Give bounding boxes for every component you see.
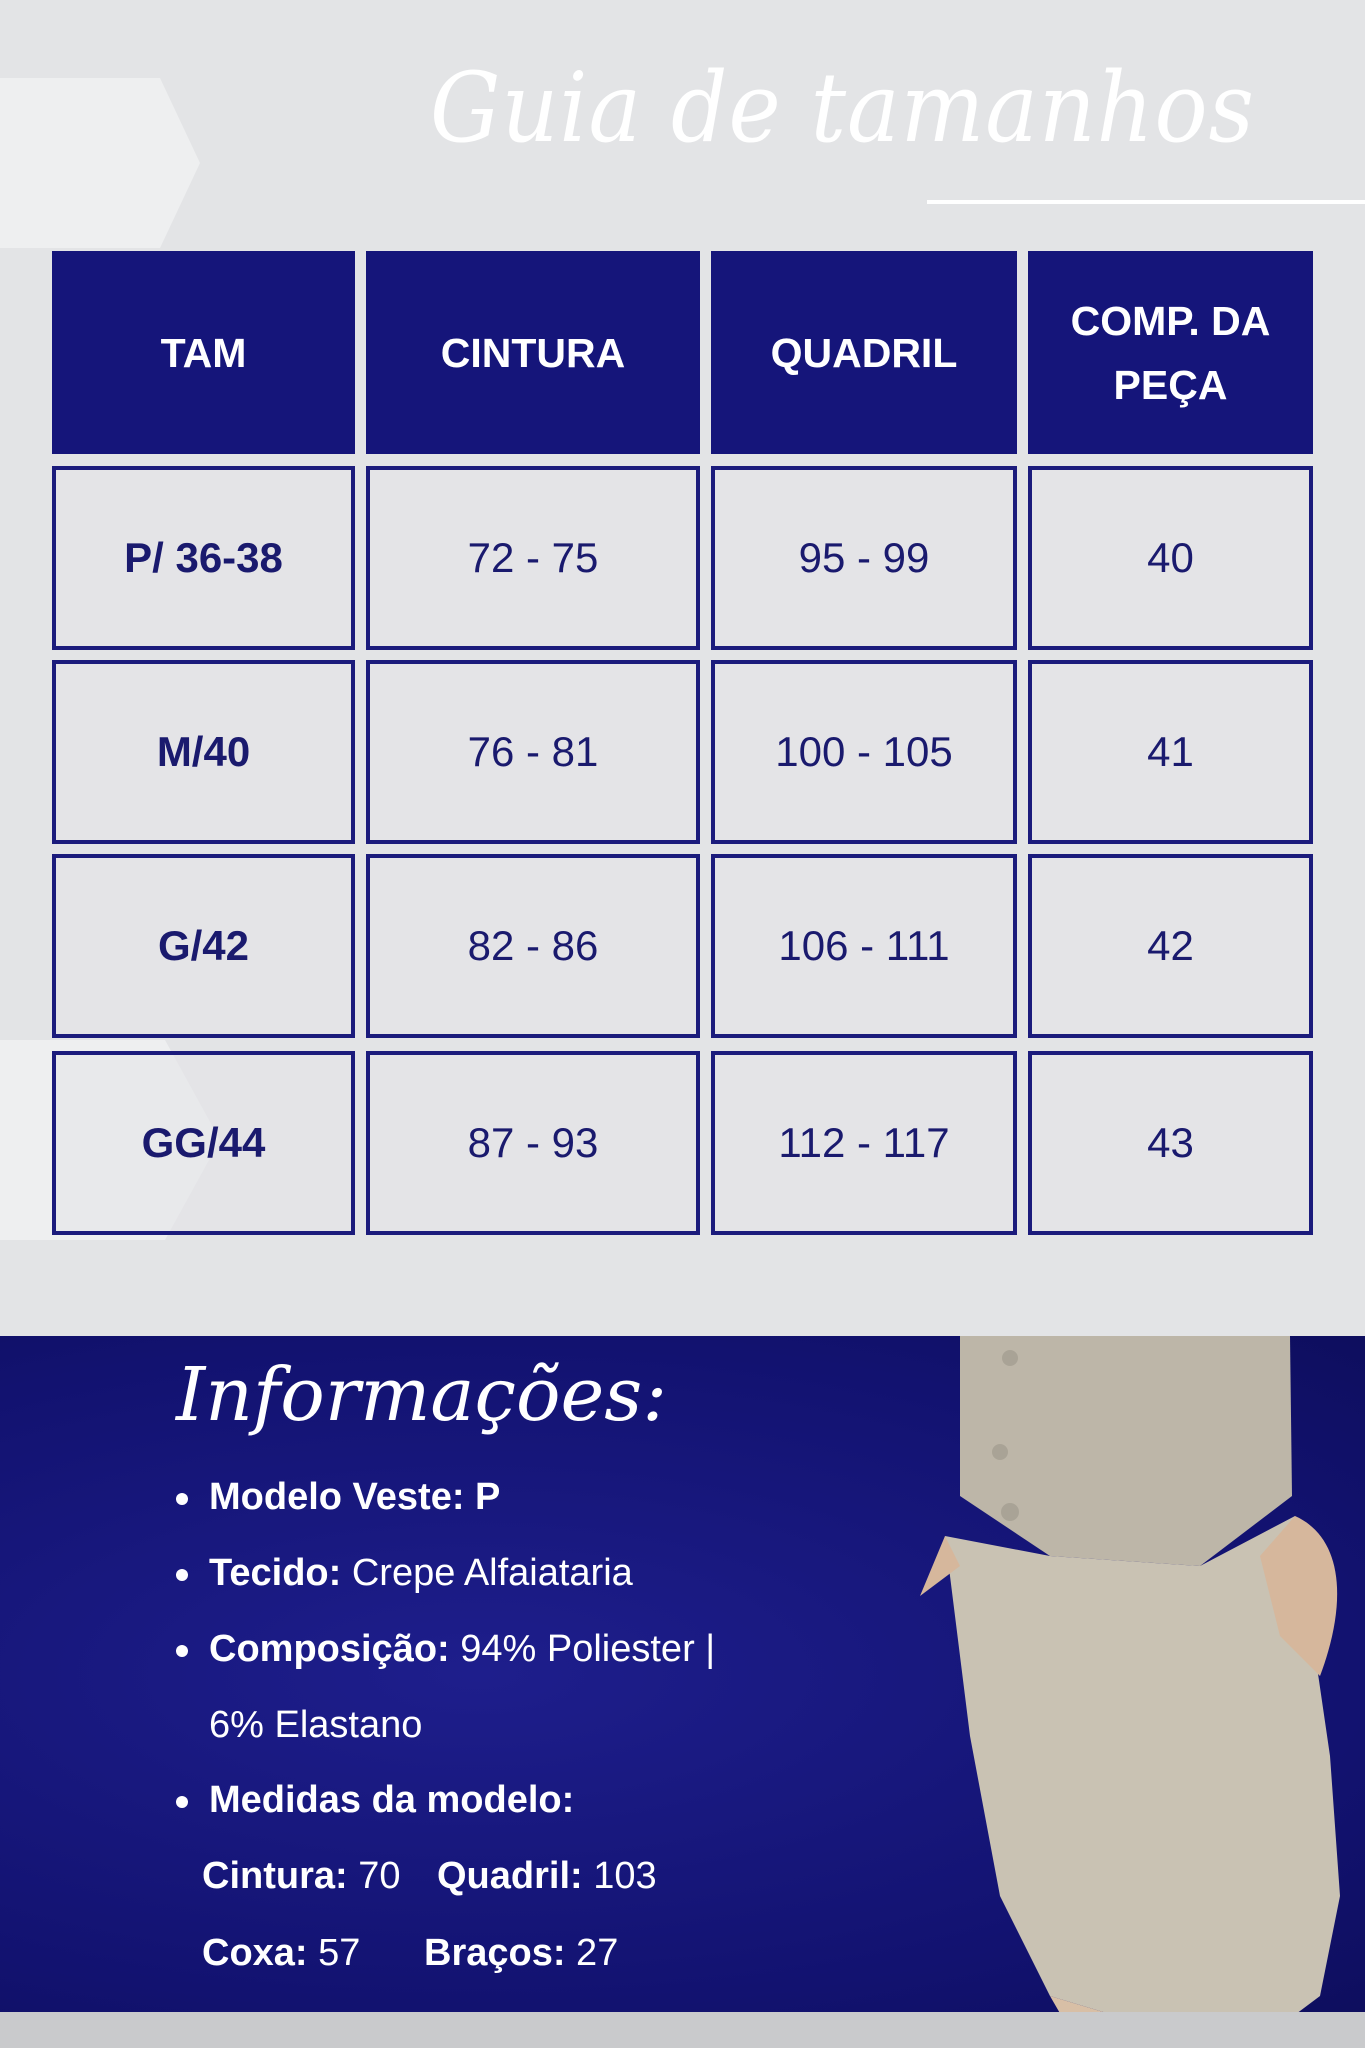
measure-cell: 42 [1028,854,1313,1038]
value: Crepe Alfaiataria [341,1552,633,1594]
bullet-icon [176,1493,188,1505]
value: 103 [582,1855,657,1897]
value: 94% Poliester | [449,1628,716,1670]
measure-bracos [424,1932,618,1975]
info-tecido [209,1552,633,1595]
label: Braços: [424,1932,566,1974]
size-cell: M/40 [52,660,355,844]
header-comprimento: COMP. DA PEÇA [1028,251,1313,454]
bottom-strip [0,2012,1365,2048]
label: Medidas da modelo: [209,1779,575,1821]
size-cell: G/42 [52,854,355,1038]
measure-cell: 112 - 117 [711,1051,1017,1235]
value: P [464,1476,501,1518]
measure-cell: 95 - 99 [711,466,1017,650]
info-composicao-cont: 6% Elastano [209,1704,423,1746]
header-cintura: CINTURA [366,251,700,454]
page-title: Guia de tamanhos [430,52,1255,164]
measure-cell: 41 [1028,660,1313,844]
info-medidas [209,1779,574,1822]
value: 57 [307,1932,361,1974]
header-quadril: QUADRIL [711,251,1017,454]
value: 70 [347,1855,401,1897]
size-cell: P/ 36-38 [52,466,355,650]
label: Quadril: [437,1855,583,1897]
measure-cell: 43 [1028,1051,1313,1235]
info-composicao [209,1628,715,1671]
header-tam: TAM [52,251,355,454]
bullet-icon [176,1796,188,1808]
title-divider [927,200,1365,204]
label: Modelo Veste: [209,1476,465,1518]
size-cell: GG/44 [52,1051,355,1235]
measure-cell: 100 - 105 [711,660,1017,844]
measure-coxa [202,1932,360,1975]
bullet-icon [176,1645,188,1657]
measure-cell: 82 - 86 [366,854,700,1038]
bullet-icon [176,1569,188,1581]
value: 27 [565,1932,619,1974]
measure-cell: 76 - 81 [366,660,700,844]
measure-cell: 87 - 93 [366,1051,700,1235]
measure-quadril [437,1855,657,1898]
label: Coxa: [202,1932,308,1974]
info-title: Informações: [176,1352,668,1438]
model-photo [900,1336,1365,2048]
measure-cell: 40 [1028,466,1313,650]
measure-cintura [202,1855,400,1898]
label: Composição: [209,1628,450,1670]
measure-cell: 72 - 75 [366,466,700,650]
measure-cell: 106 - 111 [711,854,1017,1038]
decorative-hexagon [0,78,200,248]
info-modelo [209,1476,500,1519]
label: Cintura: [202,1855,348,1897]
label: Tecido: [209,1552,342,1594]
